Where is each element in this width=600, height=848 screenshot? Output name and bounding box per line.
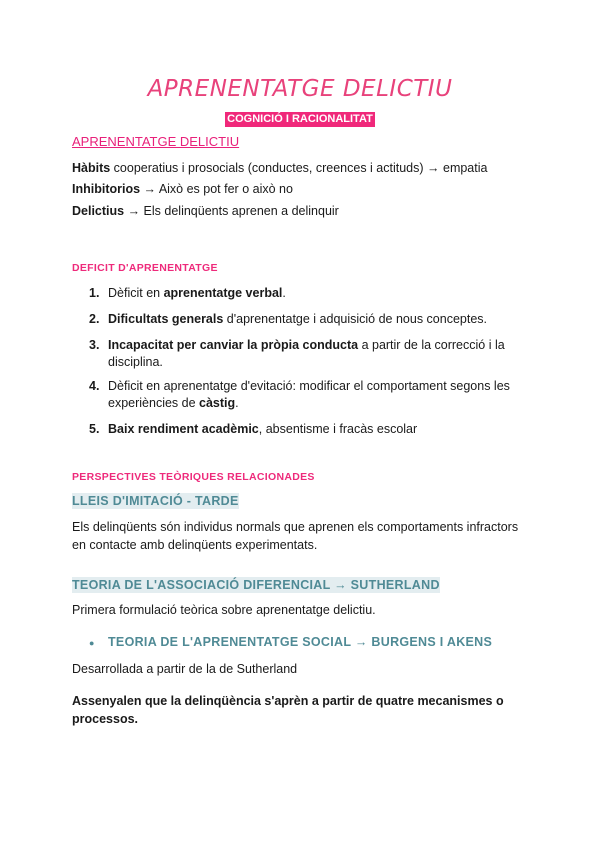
list-number: 2. bbox=[89, 312, 100, 326]
list-item-5 bbox=[89, 421, 529, 438]
subtitle-wrapper bbox=[0, 109, 600, 127]
list-text-pre: Dèficit en bbox=[108, 286, 164, 300]
list-text-post: d'aprenentatge i adquisició de nous conceptes. bbox=[223, 312, 488, 326]
list-text-bold: Incapacitat per canviar la pròpia conducta bbox=[108, 338, 359, 352]
list-text-post: . bbox=[282, 286, 286, 300]
list-text-pre: Dèficit en aprenentatge d'evitació: modificar el comportament segons les experiències de bbox=[108, 379, 510, 410]
list-text-bold: Dificultats generals bbox=[108, 312, 224, 326]
list-item-3 bbox=[89, 337, 529, 371]
subheading-lleis-imitacio: LLEIS D'IMITACIÓ - TARDE bbox=[72, 494, 239, 508]
bullet-dot-icon: ● bbox=[89, 637, 95, 648]
list-text-post: a partir de la correcció i la disciplina. bbox=[108, 338, 505, 369]
list-item-4 bbox=[89, 378, 529, 412]
line-inhibitorios bbox=[72, 181, 293, 197]
text-delictius: → Els delinqüents aprenen a delinquir bbox=[124, 204, 339, 218]
term-delictius: Delictius bbox=[72, 204, 125, 218]
paragraph-lleis-imitacio: Els delinqüents són individus normals que aprenen els comportaments infractors en contacte amb delinqüents experimentats. bbox=[72, 520, 519, 552]
list-number: 3. bbox=[89, 338, 100, 352]
section-heading-aprenentatge: APRENENTATGE DELICTIU bbox=[72, 134, 240, 149]
section-heading-deficit: DEFICIT D'APRENENTATGE bbox=[72, 262, 218, 274]
list-text-post: , absentisme i fracàs escolar bbox=[258, 422, 418, 436]
text-inhibitorios: → Això es pot fer o això no bbox=[140, 182, 293, 196]
page-title: APRENENTATGE DELICTIU bbox=[147, 76, 453, 102]
list-text-post: . bbox=[235, 396, 239, 410]
line-habits bbox=[72, 160, 487, 176]
paragraph-desarrollada: Desarrollada a partir de la de Sutherland bbox=[72, 662, 298, 676]
bullet-text: TEORIA DE L'APRENENTATGE SOCIAL → BURGENS I AKENS bbox=[108, 635, 493, 649]
list-number: 5. bbox=[89, 422, 100, 436]
bullet-aprenentatge-social bbox=[89, 635, 492, 649]
list-text-bold: aprenentatge verbal bbox=[163, 286, 283, 300]
subheading-associacio-diferencial: TEORIA DE L'ASSOCIACIÓ DIFERENCIAL → SUTHERLAND bbox=[72, 578, 440, 592]
list-number: 4. bbox=[89, 379, 100, 393]
list-item-2 bbox=[89, 311, 529, 328]
list-item-1 bbox=[89, 285, 529, 302]
list-text-bold: càstig bbox=[199, 396, 236, 410]
section-heading-perspectives: PERSPECTIVES TEÒRIQUES RELACIONADES bbox=[72, 471, 315, 483]
term-inhibitorios: Inhibitorios bbox=[72, 182, 141, 196]
paragraph-primera-formulacio: Primera formulació teòrica sobre aprenentatge delictiu. bbox=[72, 603, 376, 617]
text-habits: cooperatius i prosocials (conductes, creences i actituds) → empatia bbox=[110, 161, 488, 175]
page-subtitle: COGNICIÓ I RACIONALITAT bbox=[227, 113, 373, 125]
paragraph-mecanismes: Assenyalen que la delinqüència s'aprèn a partir de quatre mecanismes o processos. bbox=[72, 694, 504, 726]
line-delictius bbox=[72, 203, 339, 219]
list-number: 1. bbox=[89, 286, 100, 300]
term-habits: Hàbits bbox=[72, 161, 111, 175]
list-text-bold: Baix rendiment acadèmic bbox=[108, 422, 259, 436]
